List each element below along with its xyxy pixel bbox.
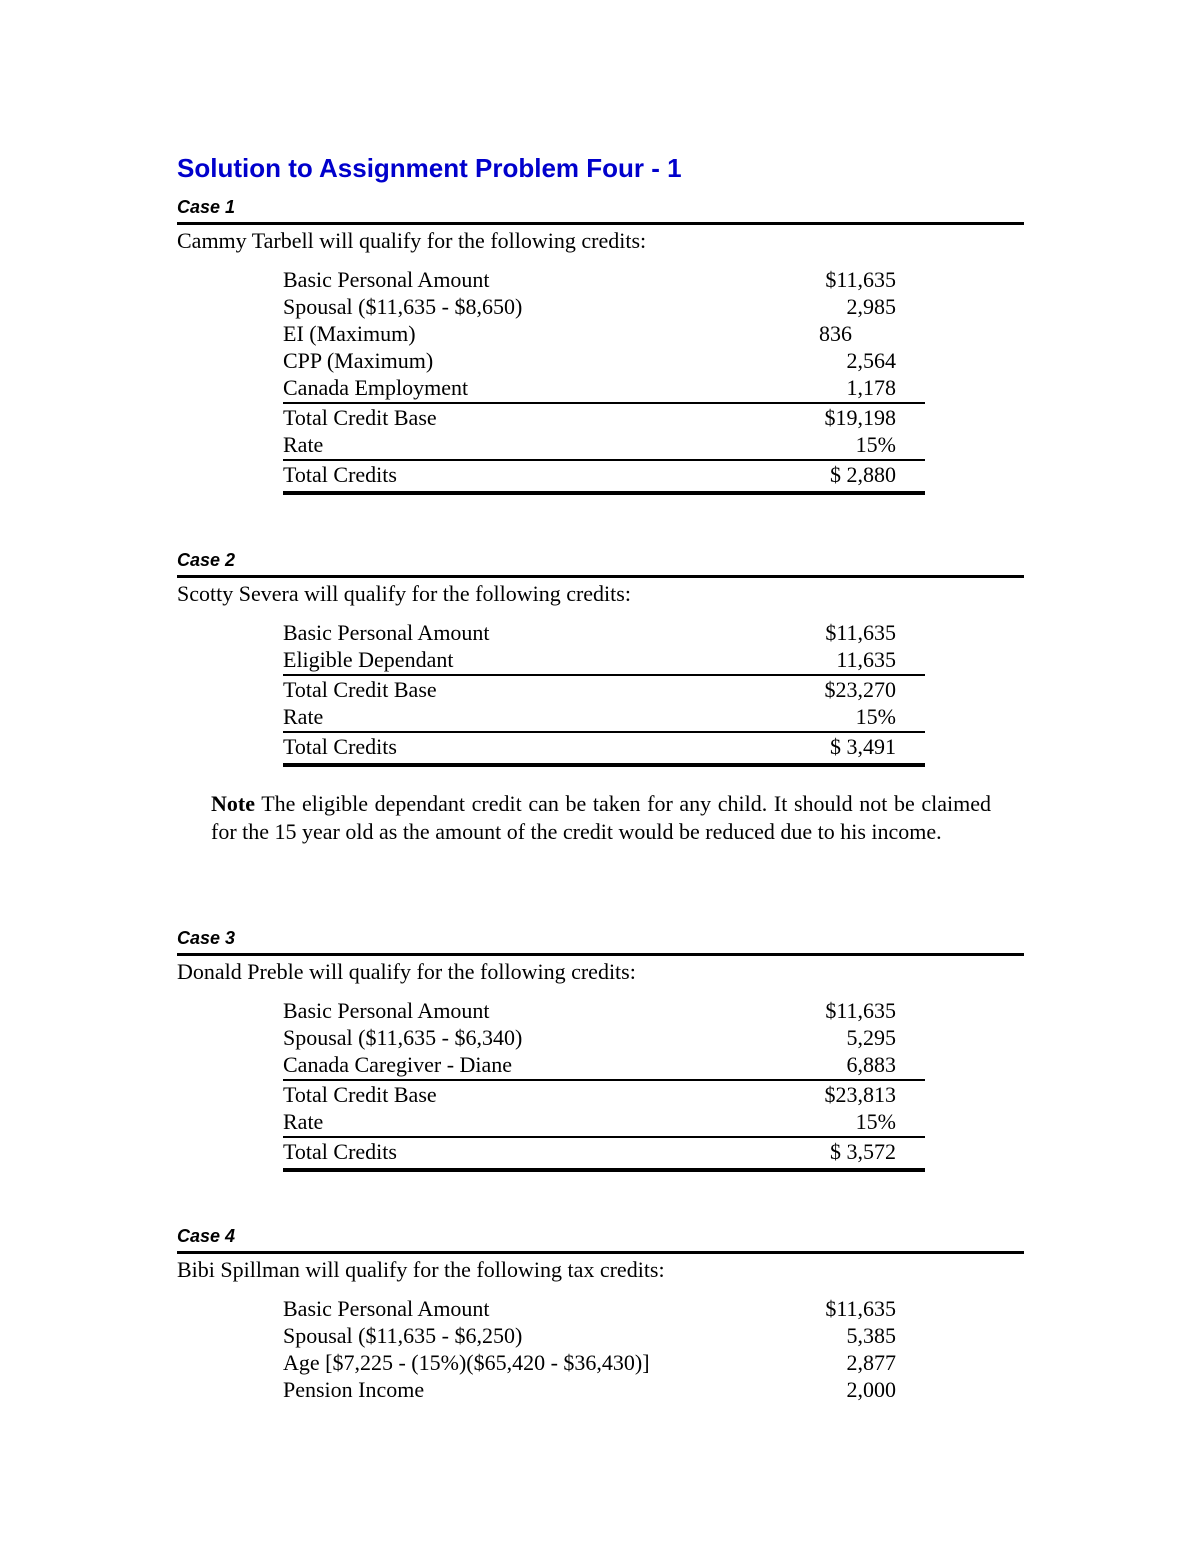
total-rule [283, 763, 925, 767]
row-label: Total Credits [283, 462, 397, 487]
row-value: $11,635 [825, 620, 896, 645]
row-value: 6,883 [846, 1052, 896, 1077]
row-label: Total Credits [283, 1139, 397, 1164]
row-label: Canada Caregiver - Diane [283, 1052, 513, 1077]
row-label: Total Credit Base [283, 1082, 437, 1107]
note-text: The eligible dependant credit can be taken for any child. It should not be claimed for the 15 year old as the amount of the credit would be reduced due to his income. [211, 791, 991, 844]
row-label: Basic Personal Amount [283, 267, 490, 292]
row-value: 5,295 [846, 1025, 896, 1050]
row-value: 2,564 [846, 348, 896, 373]
total-rule [283, 1168, 925, 1172]
row-value: 2,877 [846, 1350, 896, 1375]
row-value: $11,635 [825, 267, 896, 292]
row-value: 5,385 [846, 1323, 896, 1348]
row-value: $ 3,572 [830, 1139, 896, 1164]
case-2-note [211, 790, 991, 846]
row-value: $11,635 [825, 1296, 896, 1321]
case-3-heading: Case 3 [177, 928, 236, 948]
total-credits-row [283, 461, 925, 488]
total-credit-base-row [283, 404, 925, 431]
case-1-credit-table [283, 266, 925, 495]
total-rule [283, 491, 925, 495]
row-value: $ 3,491 [830, 734, 896, 759]
table-row [283, 266, 925, 293]
row-label: Basic Personal Amount [283, 1296, 490, 1321]
total-credits-row [283, 1138, 925, 1165]
row-value: 2,985 [846, 294, 896, 319]
case-1-intro: Cammy Tarbell will qualify for the following credits: [177, 228, 647, 253]
table-row [283, 1024, 925, 1051]
row-value: $23,813 [824, 1082, 896, 1107]
total-credit-base-row [283, 676, 925, 703]
table-row [283, 1295, 925, 1322]
case-1-heading: Case 1 [177, 197, 236, 217]
table-row [283, 293, 925, 320]
case-3-rule [177, 953, 1024, 956]
row-label: Spousal ($11,635 - $8,650) [283, 294, 523, 319]
row-label: Eligible Dependant [283, 647, 454, 672]
table-row [283, 997, 925, 1024]
rate-row [283, 431, 925, 458]
row-label: Rate [283, 432, 324, 457]
row-label: Spousal ($11,635 - $6,250) [283, 1323, 523, 1348]
case-1-rule [177, 222, 1024, 225]
row-value: 15% [855, 1109, 896, 1134]
table-row [283, 1376, 925, 1403]
rate-row [283, 703, 925, 730]
table-row [283, 374, 925, 401]
case-2-credit-table [283, 619, 925, 767]
row-label: Basic Personal Amount [283, 998, 490, 1023]
row-value: 2,000 [846, 1377, 896, 1402]
row-label: Basic Personal Amount [283, 620, 490, 645]
case-3-credit-table [283, 997, 925, 1172]
total-credit-base-row [283, 1081, 925, 1108]
table-row [283, 1349, 925, 1376]
total-credits-row [283, 733, 925, 760]
table-row [283, 619, 925, 646]
row-label: CPP (Maximum) [283, 348, 434, 373]
case-3-intro: Donald Preble will qualify for the following credits: [177, 959, 636, 984]
page-title: Solution to Assignment Problem Four - 1 [177, 153, 682, 183]
row-value: $19,198 [824, 405, 896, 430]
row-label: Total Credits [283, 734, 397, 759]
row-value: $11,635 [825, 998, 896, 1023]
case-4-heading: Case 4 [177, 1226, 236, 1246]
row-label: EI (Maximum) [283, 321, 416, 346]
row-label: Pension Income [283, 1377, 425, 1402]
table-row [283, 1322, 925, 1349]
row-value: 11,635 [836, 647, 896, 672]
row-value: 15% [855, 432, 896, 457]
table-row [283, 1051, 925, 1078]
row-value: 15% [855, 704, 896, 729]
row-label: Total Credit Base [283, 405, 437, 430]
case-4-credit-table [283, 1295, 925, 1403]
table-row [283, 347, 925, 374]
row-label: Age [$7,225 - (15%)($65,420 - $36,430)] [283, 1350, 650, 1375]
case-2-rule [177, 575, 1024, 578]
row-value: $23,270 [824, 677, 896, 702]
rate-row [283, 1108, 925, 1135]
row-label: Canada Employment [283, 375, 469, 400]
case-2-heading: Case 2 [177, 550, 236, 570]
table-row [283, 320, 925, 347]
row-label: Spousal ($11,635 - $6,340) [283, 1025, 523, 1050]
case-4-intro: Bibi Spillman will qualify for the following tax credits: [177, 1257, 665, 1282]
row-label: Rate [283, 704, 324, 729]
note-label: Note [211, 791, 255, 816]
row-value: 836 [819, 321, 852, 346]
table-row [283, 646, 925, 673]
row-value: $ 2,880 [830, 462, 896, 487]
row-label: Total Credit Base [283, 677, 437, 702]
row-label: Rate [283, 1109, 324, 1134]
case-2-intro: Scotty Severa will qualify for the following credits: [177, 581, 631, 606]
case-4-rule [177, 1251, 1024, 1254]
row-value: 1,178 [846, 375, 896, 400]
